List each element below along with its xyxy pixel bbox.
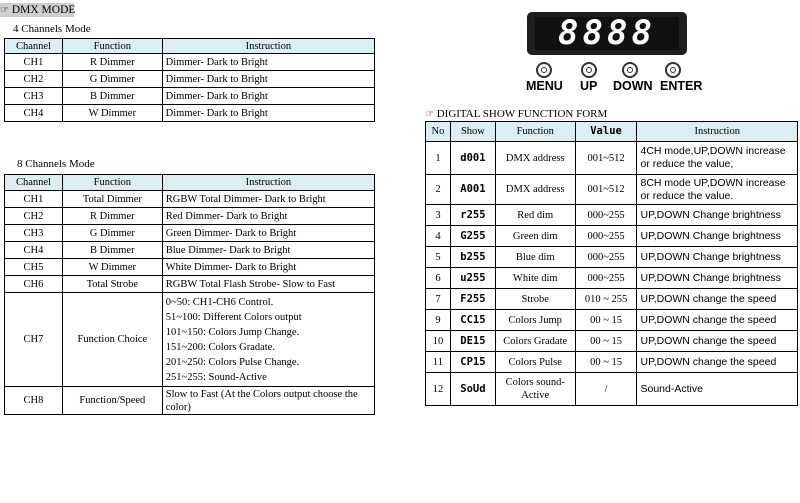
cell-instruction: UP,DOWN change the speed bbox=[637, 331, 798, 352]
table-row bbox=[426, 205, 798, 226]
cell-function: Colors Jump bbox=[495, 310, 575, 331]
cell-channel: CH3 bbox=[5, 88, 63, 105]
cell-instruction: UP,DOWN change the speed bbox=[637, 289, 798, 310]
down-label: DOWN bbox=[613, 79, 653, 93]
cell-no: 10 bbox=[426, 331, 451, 352]
header-value: Value bbox=[575, 122, 637, 142]
cell-instruction: Red Dimmer- Dark to Bright bbox=[162, 208, 374, 225]
section-title bbox=[0, 3, 74, 17]
cell-no: 2 bbox=[426, 175, 451, 205]
cell-value: 000~255 bbox=[575, 268, 637, 289]
table-row bbox=[426, 310, 798, 331]
header-instruction: Instruction bbox=[162, 175, 374, 191]
cell-instruction: 4CH mode,UP,DOWN increase or reduce the value, bbox=[637, 142, 798, 175]
cell-function: G Dimmer bbox=[62, 225, 162, 242]
cell-function: R Dimmer bbox=[62, 54, 162, 71]
ch7-line: 201~250: Colors Pulse Change. bbox=[165, 356, 300, 368]
cell-value: 00 ~ 15 bbox=[575, 331, 637, 352]
mode4-caption: 4 Channels Mode bbox=[13, 23, 91, 35]
cell-show: b255 bbox=[450, 247, 495, 268]
digital-caption bbox=[425, 108, 607, 120]
table-row bbox=[5, 105, 375, 122]
table-row-ch7 bbox=[5, 293, 375, 387]
header-instruction: Instruction bbox=[162, 39, 374, 54]
cell-function: Red dim bbox=[495, 205, 575, 226]
cell-channel: CH1 bbox=[5, 191, 63, 208]
cell-show: A001 bbox=[450, 175, 495, 205]
cell-channel: CH7 bbox=[5, 293, 63, 387]
cell-function: W Dimmer bbox=[62, 105, 162, 122]
cell-function: DMX address bbox=[495, 142, 575, 175]
mode4-table bbox=[4, 38, 375, 122]
table-row bbox=[426, 226, 798, 247]
cell-instruction: UP,DOWN change the speed bbox=[637, 352, 798, 373]
table-row bbox=[426, 289, 798, 310]
pointing-hand-icon: ☞ bbox=[0, 5, 9, 16]
up-button-icon[interactable] bbox=[581, 62, 597, 78]
cell-channel: CH6 bbox=[5, 276, 63, 293]
menu-button-icon[interactable] bbox=[536, 62, 552, 78]
mode4-header-row bbox=[5, 39, 375, 54]
cell-instruction: RGBW Total Flash Strobe- Slow to Fast bbox=[162, 276, 374, 293]
led-digits: 8888 bbox=[535, 17, 679, 50]
cell-instruction: Dimmer- Dark to Bright bbox=[162, 105, 374, 122]
cell-show: CC15 bbox=[450, 310, 495, 331]
table-row bbox=[426, 142, 798, 175]
cell-no: 5 bbox=[426, 247, 451, 268]
table-row-ch8 bbox=[5, 387, 375, 415]
cell-value: 00 ~ 15 bbox=[575, 310, 637, 331]
cell-function: Blue dim bbox=[495, 247, 575, 268]
cell-show: u255 bbox=[450, 268, 495, 289]
cell-instruction: Sound-Active bbox=[637, 373, 798, 406]
cell-no: 4 bbox=[426, 226, 451, 247]
cell-function: B Dimmer bbox=[62, 242, 162, 259]
ch7-line: 151~200: Colors Gradate. bbox=[165, 341, 275, 353]
cell-channel: CH4 bbox=[5, 105, 63, 122]
up-label: UP bbox=[580, 79, 598, 93]
table-row bbox=[5, 242, 375, 259]
cell-function: B Dimmer bbox=[62, 88, 162, 105]
cell-value: / bbox=[575, 373, 637, 406]
cell-no: 6 bbox=[426, 268, 451, 289]
table-row bbox=[5, 208, 375, 225]
table-row bbox=[5, 259, 375, 276]
led-display-panel bbox=[527, 12, 687, 55]
mode8-header-row bbox=[5, 175, 375, 191]
header-instruction: Instruction bbox=[637, 122, 798, 142]
header-function: Function bbox=[62, 175, 162, 191]
cell-value: 00 ~ 15 bbox=[575, 352, 637, 373]
cell-channel: CH4 bbox=[5, 242, 63, 259]
table-row bbox=[5, 88, 375, 105]
cell-no: 9 bbox=[426, 310, 451, 331]
ch7-line: 51~100: Different Colors output bbox=[165, 311, 302, 323]
cell-function: R Dimmer bbox=[62, 208, 162, 225]
cell-show: G255 bbox=[450, 226, 495, 247]
cell-function: Strobe bbox=[495, 289, 575, 310]
header-channel: Channel bbox=[5, 39, 63, 54]
cell-instruction: Slow to Fast (At the Colors output choose the color) bbox=[162, 387, 374, 415]
cell-channel: CH3 bbox=[5, 225, 63, 242]
table-row bbox=[426, 247, 798, 268]
cell-value: 010 ~ 255 bbox=[575, 289, 637, 310]
cell-channel: CH1 bbox=[5, 54, 63, 71]
cell-instruction: Green Dimmer- Dark to Bright bbox=[162, 225, 374, 242]
table-row bbox=[426, 373, 798, 406]
cell-no: 12 bbox=[426, 373, 451, 406]
table-row bbox=[5, 225, 375, 242]
cell-value: 000~255 bbox=[575, 247, 637, 268]
enter-button-icon[interactable] bbox=[665, 62, 681, 78]
cell-instruction: UP,DOWN Change brightness bbox=[637, 226, 798, 247]
cell-value: 001~512 bbox=[575, 175, 637, 205]
cell-function: White dim bbox=[495, 268, 575, 289]
cell-show: SoUd bbox=[450, 373, 495, 406]
cell-function: Function/Speed bbox=[62, 387, 162, 415]
header-show: Show bbox=[450, 122, 495, 142]
cell-function: Colors Pulse bbox=[495, 352, 575, 373]
down-button-icon[interactable] bbox=[622, 62, 638, 78]
ch7-line: 101~150: Colors Jump Change. bbox=[165, 326, 300, 338]
cell-function: Total Dimmer bbox=[62, 191, 162, 208]
digital-table bbox=[425, 121, 798, 406]
cell-show: d001 bbox=[450, 142, 495, 175]
enter-label: ENTER bbox=[660, 79, 703, 93]
cell-instruction: UP,DOWN Change brightness bbox=[637, 268, 798, 289]
cell-function: G Dimmer bbox=[62, 71, 162, 88]
section-title-text: DMX MODE bbox=[11, 4, 76, 16]
cell-instruction: UP,DOWN Change brightness bbox=[637, 205, 798, 226]
cell-instruction: Dimmer- Dark to Bright bbox=[162, 88, 374, 105]
cell-show: F255 bbox=[450, 289, 495, 310]
table-row bbox=[5, 276, 375, 293]
cell-instruction: Blue Dimmer- Dark to Bright bbox=[162, 242, 374, 259]
cell-value: 000~255 bbox=[575, 205, 637, 226]
pointing-hand-icon: ☞ bbox=[425, 109, 434, 120]
cell-show: CP15 bbox=[450, 352, 495, 373]
cell-no: 3 bbox=[426, 205, 451, 226]
cell-show: r255 bbox=[450, 205, 495, 226]
cell-channel: CH8 bbox=[5, 387, 63, 415]
mode8-caption: 8 Channels Mode bbox=[17, 158, 95, 170]
cell-channel: CH2 bbox=[5, 71, 63, 88]
table-row bbox=[5, 71, 375, 88]
cell-no: 7 bbox=[426, 289, 451, 310]
cell-instruction: White Dimmer- Dark to Bright bbox=[162, 259, 374, 276]
mode8-table bbox=[4, 174, 375, 415]
header-no: No bbox=[426, 122, 451, 142]
cell-function: Total Strobe bbox=[62, 276, 162, 293]
header-function: Function bbox=[495, 122, 575, 142]
cell-channel: CH2 bbox=[5, 208, 63, 225]
cell-channel: CH5 bbox=[5, 259, 63, 276]
cell-no: 11 bbox=[426, 352, 451, 373]
table-row bbox=[5, 191, 375, 208]
header-function: Function bbox=[62, 39, 162, 54]
digital-caption-text: DIGITAL SHOW FUNCTION FORM bbox=[436, 108, 608, 120]
cell-instruction: 8CH mode UP,DOWN increase or reduce the value. bbox=[637, 175, 798, 205]
table-row bbox=[426, 175, 798, 205]
cell-instruction: RGBW Total Dimmer- Dark to Bright bbox=[162, 191, 374, 208]
cell-value: 000~255 bbox=[575, 226, 637, 247]
cell-show: DE15 bbox=[450, 331, 495, 352]
cell-function: Colors Gradate bbox=[495, 331, 575, 352]
cell-function: Function Choice bbox=[62, 293, 162, 387]
cell-instruction: Dimmer- Dark to Bright bbox=[162, 54, 374, 71]
menu-label: MENU bbox=[526, 79, 563, 93]
cell-value: 001~512 bbox=[575, 142, 637, 175]
digital-header-row bbox=[426, 122, 798, 142]
cell-function: Colors sound-Active bbox=[495, 373, 575, 406]
cell-function: W Dimmer bbox=[62, 259, 162, 276]
table-row bbox=[426, 268, 798, 289]
table-row bbox=[5, 54, 375, 71]
table-row bbox=[426, 331, 798, 352]
cell-instruction-lines bbox=[162, 293, 374, 387]
cell-function: Green dim bbox=[495, 226, 575, 247]
table-row bbox=[426, 352, 798, 373]
ch7-line: 251~255: Sound-Active bbox=[165, 371, 267, 383]
cell-instruction: Dimmer- Dark to Bright bbox=[162, 71, 374, 88]
ch7-line: 0~50: CH1-CH6 Control. bbox=[165, 296, 274, 308]
cell-instruction: UP,DOWN change the speed bbox=[637, 310, 798, 331]
cell-instruction: UP,DOWN Change brightness bbox=[637, 247, 798, 268]
cell-function: DMX address bbox=[495, 175, 575, 205]
cell-no: 1 bbox=[426, 142, 451, 175]
header-channel: Channel bbox=[5, 175, 63, 191]
